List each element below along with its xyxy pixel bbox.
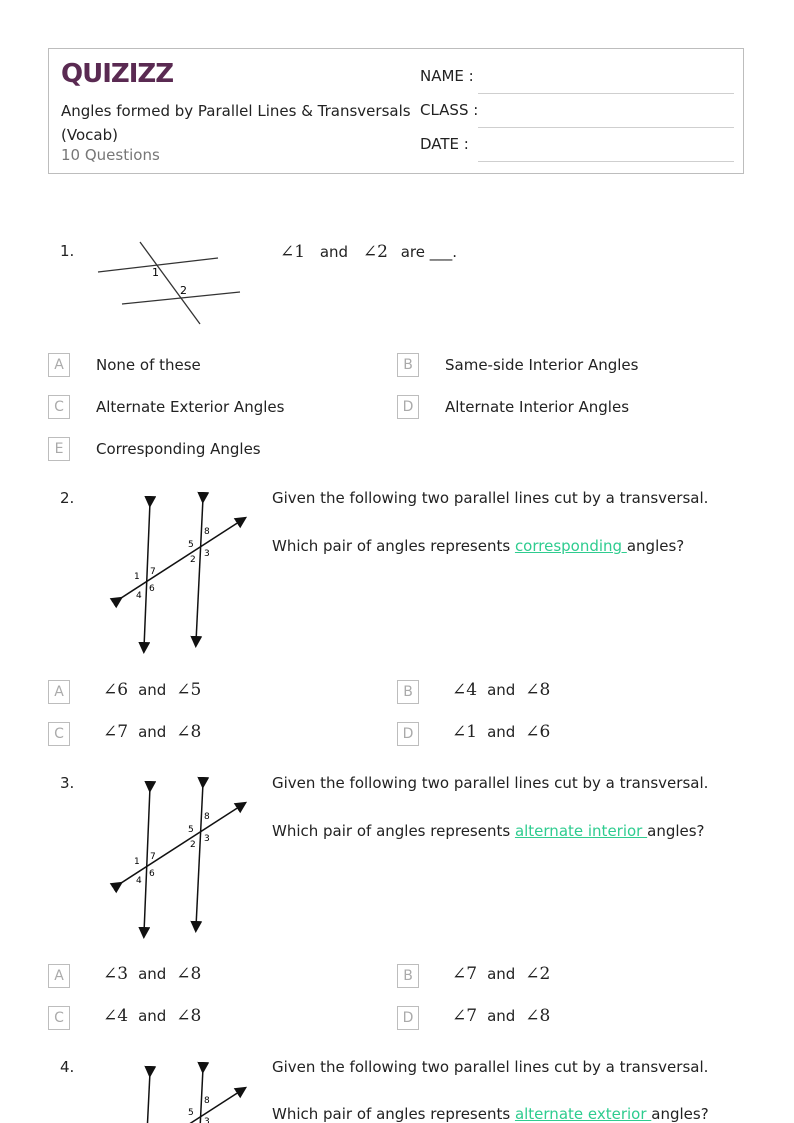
q2d-angle-b: ∠6 — [525, 722, 551, 742]
q3-option-c-letter[interactable]: C — [48, 1006, 70, 1030]
q3-label-1: 1 — [134, 857, 140, 867]
q1-option-d[interactable]: Alternate Interior Angles — [445, 398, 630, 416]
question-4-line-2 — [272, 1105, 709, 1123]
q2-label-1: 1 — [134, 572, 140, 582]
q2-label-3: 3 — [204, 549, 210, 559]
q3-line2-post: angles? — [647, 822, 705, 840]
q3-option-b[interactable] — [452, 964, 550, 984]
q2-option-c-letter[interactable]: C — [48, 722, 70, 746]
q1-angle-a: ∠1 — [280, 242, 306, 262]
q2-label-2: 2 — [190, 555, 196, 565]
q2d-angle-a: ∠1 — [452, 722, 478, 742]
q3c-and: and — [138, 1007, 167, 1025]
q2-label-6: 6 — [149, 584, 155, 594]
date-line[interactable] — [478, 161, 734, 162]
question-3-figure — [112, 777, 248, 939]
q2-option-a-letter[interactable]: A — [48, 680, 70, 704]
question-3-line-1: Given the following two parallel lines cut by a transversal. — [272, 774, 709, 792]
q2b-angle-b: ∠8 — [525, 680, 551, 700]
q3-highlight: alternate interior — [514, 822, 648, 840]
name-line[interactable] — [478, 93, 734, 94]
quizizz-logo: QUIZIZZ — [61, 59, 174, 89]
question-2-line-2 — [272, 537, 684, 555]
q3-label-6: 6 — [149, 869, 155, 879]
question-1-prompt — [280, 242, 457, 262]
q2a-angle-b: ∠5 — [176, 680, 202, 700]
q4-highlight: alternate exterior — [514, 1105, 652, 1123]
q2a-angle-a: ∠6 — [103, 680, 129, 700]
name-label: NAME : — [420, 67, 474, 85]
q3-option-d-letter[interactable]: D — [397, 1006, 419, 1030]
date-field[interactable] — [420, 135, 734, 159]
question-2-line-1: Given the following two parallel lines cut by a transversal. — [272, 489, 709, 507]
q2-highlight: corresponding — [514, 537, 627, 555]
q2-option-c[interactable] — [103, 722, 201, 742]
q2a-and: and — [138, 681, 167, 699]
q1-angle-b: ∠2 — [362, 242, 388, 262]
q1-and: and — [319, 243, 349, 261]
q1-option-e[interactable]: Corresponding Angles — [96, 440, 261, 458]
q2-label-5: 5 — [188, 540, 194, 550]
q2d-and: and — [487, 723, 516, 741]
q3c-angle-a: ∠4 — [103, 1006, 129, 1026]
q1-angle-label-1: 1 — [152, 266, 159, 279]
q2-option-b[interactable] — [452, 680, 550, 700]
q3-label-3: 3 — [204, 834, 210, 844]
q3-label-7: 7 — [150, 852, 156, 862]
q1-option-b-letter[interactable]: B — [397, 353, 419, 377]
q2-option-d-letter[interactable]: D — [397, 722, 419, 746]
date-label: DATE : — [420, 135, 469, 153]
q1-option-a-letter[interactable]: A — [48, 353, 70, 377]
q1-option-c[interactable]: Alternate Exterior Angles — [96, 398, 285, 416]
worksheet-header — [48, 48, 744, 174]
q2-line2-post: angles? — [626, 537, 685, 555]
q3a-angle-a: ∠3 — [103, 964, 129, 984]
question-1-number: 1. — [60, 242, 75, 260]
q3-option-b-letter[interactable]: B — [397, 964, 419, 988]
worksheet-title: Angles formed by Parallel Lines & Transversals (Vocab) — [61, 102, 411, 144]
q4-label-3: 3 — [204, 1117, 210, 1123]
q2b-angle-a: ∠4 — [452, 680, 478, 700]
question-4-figure — [112, 1062, 248, 1123]
q2c-and: and — [138, 723, 167, 741]
q1-option-a[interactable]: None of these — [96, 356, 201, 374]
q3-label-8: 8 — [204, 812, 210, 822]
q3-label-2: 2 — [190, 840, 196, 850]
q3-option-c[interactable] — [103, 1006, 201, 1026]
question-3-line-2 — [272, 822, 705, 840]
q1-option-d-letter[interactable]: D — [397, 395, 419, 419]
q2-label-8: 8 — [204, 527, 210, 537]
q3b-angle-b: ∠2 — [525, 964, 551, 984]
q2-label-4: 4 — [136, 591, 142, 601]
question-2-figure — [112, 492, 248, 654]
q2-option-a[interactable] — [103, 680, 201, 700]
question-count: 10 Questions — [61, 146, 160, 164]
question-4-line-1: Given the following two parallel lines cut by a transversal. — [272, 1058, 709, 1076]
q3-option-a-letter[interactable]: A — [48, 964, 70, 988]
q3-option-d[interactable] — [452, 1006, 550, 1026]
q2b-and: and — [487, 681, 516, 699]
q4-label-5: 5 — [188, 1108, 194, 1118]
q1-option-c-letter[interactable]: C — [48, 395, 70, 419]
class-label: CLASS : — [420, 101, 479, 119]
q3b-and: and — [487, 965, 516, 983]
q3d-and: and — [487, 1007, 516, 1025]
q1-option-e-letter[interactable]: E — [48, 437, 70, 461]
q2-option-b-letter[interactable]: B — [397, 680, 419, 704]
q3b-angle-a: ∠7 — [452, 964, 478, 984]
q3a-and: and — [138, 965, 167, 983]
q4-line2-post: angles? — [651, 1105, 709, 1123]
q3-label-5: 5 — [188, 825, 194, 835]
question-2-number: 2. — [60, 489, 75, 507]
question-4-number: 4. — [60, 1058, 75, 1076]
q4-label-8: 8 — [204, 1096, 210, 1106]
q1-angle-label-2: 2 — [180, 284, 187, 297]
question-3-number: 3. — [60, 774, 75, 792]
q3-option-a[interactable] — [103, 964, 201, 984]
q2c-angle-a: ∠7 — [103, 722, 129, 742]
q2-option-d[interactable] — [452, 722, 550, 742]
class-line[interactable] — [478, 127, 734, 128]
q3d-angle-a: ∠7 — [452, 1006, 478, 1026]
q3-label-4: 4 — [136, 876, 142, 886]
q4-line2-pre: Which pair of angles represents — [272, 1105, 515, 1123]
q2-line2-pre: Which pair of angles represents — [272, 537, 515, 555]
class-field[interactable] — [420, 101, 734, 125]
q3a-angle-b: ∠8 — [176, 964, 202, 984]
q3d-angle-b: ∠8 — [525, 1006, 551, 1026]
q1-option-b[interactable]: Same-side Interior Angles — [445, 356, 639, 374]
q1-tail: are ___. — [400, 243, 457, 261]
question-1-figure — [96, 236, 246, 328]
q3-line2-pre: Which pair of angles represents — [272, 822, 515, 840]
q2c-angle-b: ∠8 — [176, 722, 202, 742]
name-field[interactable] — [420, 67, 734, 91]
q2-label-7: 7 — [150, 567, 156, 577]
q3c-angle-b: ∠8 — [176, 1006, 202, 1026]
